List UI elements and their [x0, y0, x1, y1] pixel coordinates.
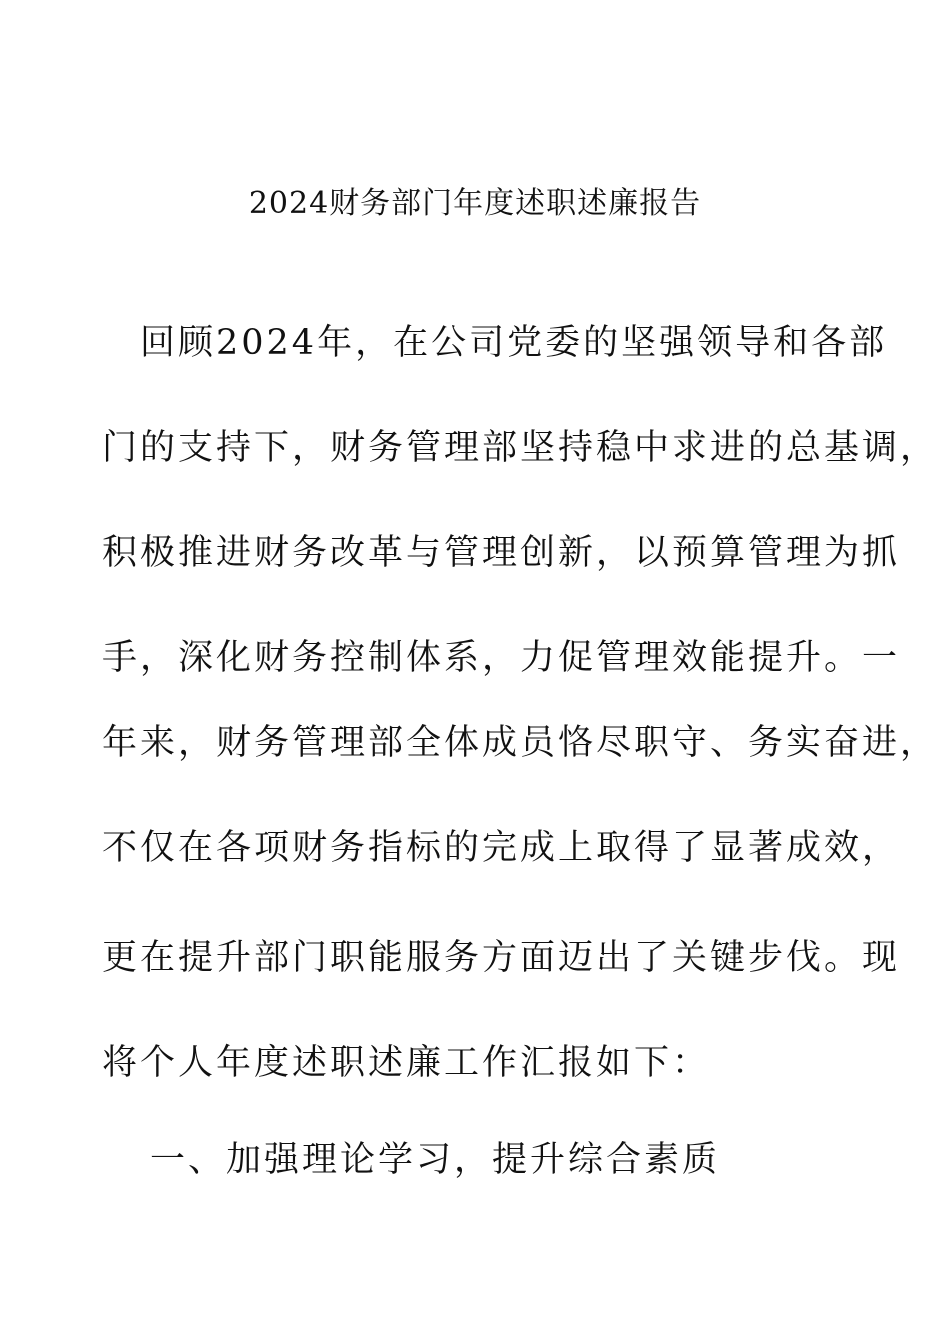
paragraph-line-6: 不仅在各项财务指标的完成上取得了显著成效， — [102, 828, 901, 868]
paragraph-line-3: 积极推进财务改革与管理创新，以预算管理为抓 — [102, 533, 901, 573]
paragraph-line-5: 年来，财务管理部全体成员恪尽职守、务实奋进， — [102, 723, 939, 763]
paragraph-line-7: 更在提升部门职能服务方面迈出了关键步伐。现 — [102, 938, 901, 978]
document-title: 2024财务部门年度述职述廉报告 — [248, 186, 702, 221]
section-heading: 一、加强理论学习，提升综合素质 — [150, 1140, 721, 1180]
paragraph-line-8: 将个人年度述职述廉工作汇报如下： — [102, 1043, 711, 1083]
paragraph-line-1: 回顾2024年，在公司党委的坚强领导和各部 — [102, 323, 888, 363]
paragraph-line-4: 手，深化财务控制体系，力促管理效能提升。一 — [102, 638, 901, 678]
paragraph-line-2: 门的支持下，财务管理部坚持稳中求进的总基调， — [102, 428, 939, 468]
